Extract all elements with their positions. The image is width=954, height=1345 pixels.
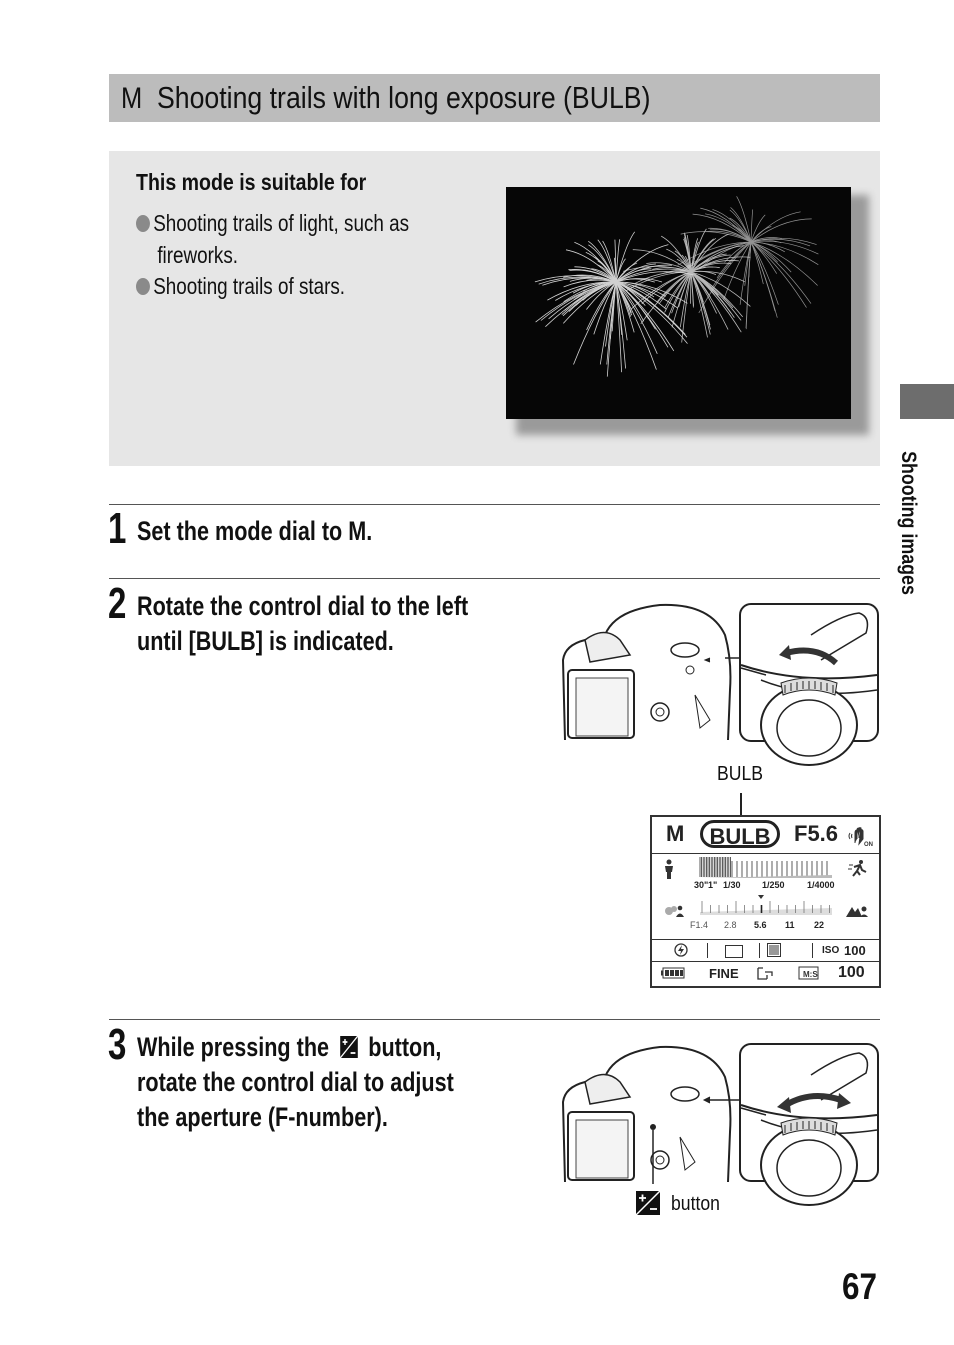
iso-value: 100 [844,943,866,958]
lcd-display [650,815,881,988]
bullet-item: Shooting trails of stars. [136,270,456,302]
image-quality: FINE [709,966,739,981]
shutter-tick-label: 1" [708,880,718,890]
step-number: 2 [108,579,127,628]
divider [109,578,880,579]
memory-stick-icon [799,966,819,980]
battery-icon [661,967,685,979]
control-dial-zoom [739,1043,879,1182]
svg-text:ON: ON [864,842,873,848]
button-callout-label: button [671,1193,720,1215]
control-dial-zoom [739,603,879,742]
divider [109,504,880,505]
step-instruction: until [BULB] is indicated. [137,626,394,656]
metering-mode-icon [767,943,781,957]
lcd-aperture: F5.6 [794,821,839,846]
shots-remaining: 100 [838,964,865,981]
aperture-tick-label: 11 [785,920,795,930]
sports-icon [848,859,868,879]
exposure-compensation-icon [636,1191,660,1215]
bullet-dot-icon [136,278,150,295]
shutter-tick-label: 30" [694,880,709,890]
lcd-settings-row [652,939,879,962]
section-title-bar [109,74,880,122]
camera-back-illustration [560,1042,740,1184]
shutter-tick-label: 1/4000 [807,880,835,890]
bullet-dot-icon [136,215,150,232]
af-area-icon [725,945,743,958]
shutter-tick-label: 1/250 [762,880,785,890]
step-number: 1 [108,504,127,553]
fireworks-photo [506,187,851,419]
step-instruction: the aperture (F-number). [137,1102,388,1132]
divider [109,1019,880,1020]
lcd-status-row [652,961,879,985]
iso-label: ISO [822,945,840,956]
steadyshot-icon [847,825,871,847]
aperture-tick-label: 2.8 [724,920,737,930]
control-dial-closeup [741,605,877,740]
lcd-shutter-bulb: BULB [700,820,780,848]
lcd-mode: M [666,821,685,846]
section-tab-marker [900,384,954,419]
portrait-icon [662,859,676,879]
step-number: 3 [108,1020,127,1069]
suitable-heading: This mode is suitable for [136,169,367,195]
landscape-icon [845,903,869,919]
drive-mode-icon [757,967,773,980]
aperture-tick-label: F1.4 [690,920,709,930]
mode-m-symbol: M [121,82,143,115]
shutter-speed-scale [700,857,835,881]
svg-text:M:S: M:S [803,970,818,979]
aperture-tick-label: 22 [814,920,825,930]
background-defocus-icon [664,903,686,919]
page-number: 67 [842,1266,877,1307]
fireworks-image [506,187,851,419]
exposure-compensation-icon [340,1036,358,1058]
aperture-tick-label: 5.6 [754,920,767,930]
step-instruction: Set the mode dial to M. [137,516,373,546]
shutter-tick-label: 1/30 [723,880,741,890]
bulb-callout-label: BULB [717,763,763,785]
section-side-label: Shooting images [897,451,920,595]
lcd-top-row [652,817,879,854]
step-instruction: rotate the control dial to adjust [137,1067,454,1097]
step-instruction: While pressing the button, [137,1032,442,1062]
flash-mode-icon [674,943,688,957]
camera-back-illustration [560,600,740,742]
bullet-item: Shooting trails of light, such as fireworks. [136,207,456,271]
section-title: Shooting trails with long exposure (BULB) [157,80,651,115]
aperture-scale [700,895,835,917]
step-instruction: Rotate the control dial to the left [137,591,469,621]
suitable-for-box [109,151,880,466]
control-dial-closeup [741,1045,877,1180]
